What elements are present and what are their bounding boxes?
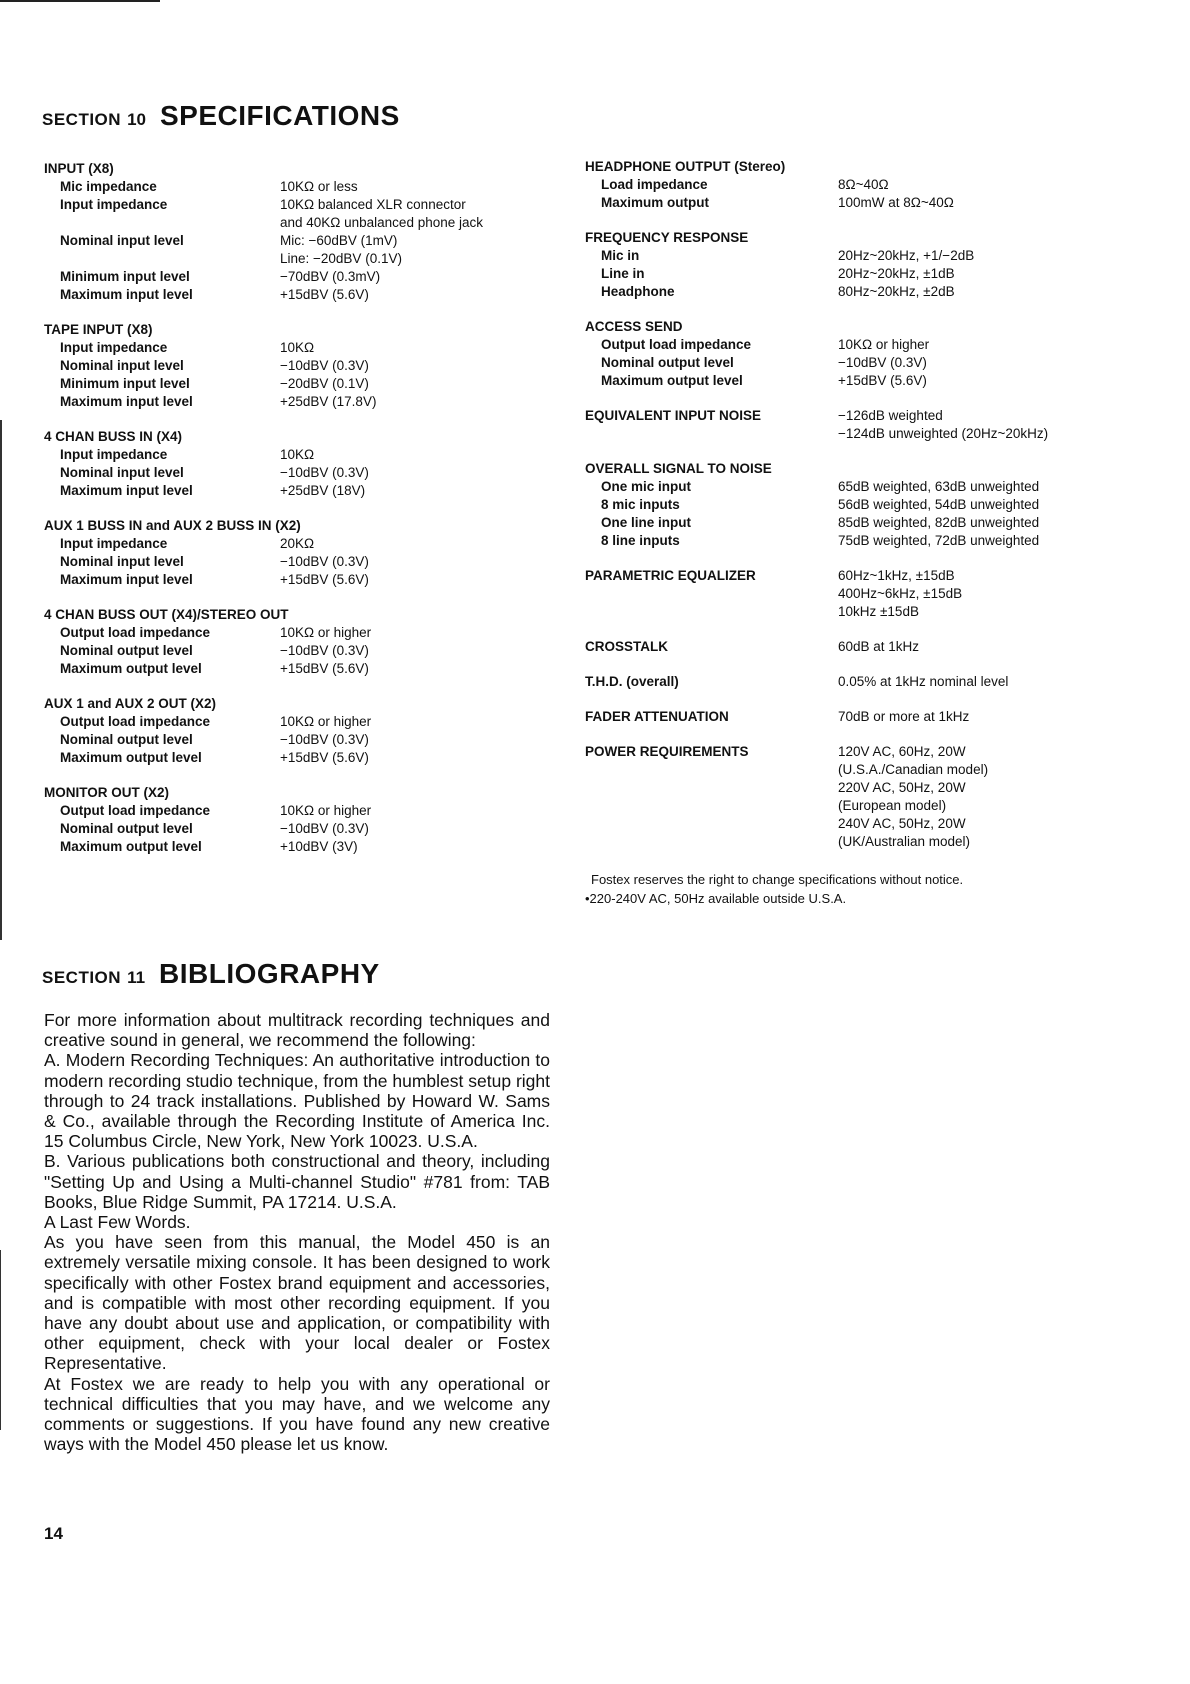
spec-value-line: 85dB weighted, 82dB unweighted	[838, 515, 1040, 530]
specs-right-column	[585, 158, 1145, 868]
spec-row	[585, 708, 1145, 726]
spec-group-header: FREQUENCY RESPONSE	[585, 230, 749, 245]
spec-value	[280, 482, 365, 500]
spec-value-line: 240V AC, 50Hz, 20W	[838, 816, 966, 831]
spec-value-line: −10dBV (0.3V)	[280, 358, 369, 373]
spec-row	[44, 838, 564, 856]
spec-label: Minimum input level	[60, 376, 190, 391]
spec-value-line: 60dB at 1kHz	[838, 639, 920, 654]
spec-value	[280, 357, 369, 375]
spec-value	[838, 372, 927, 390]
spec-group	[44, 428, 564, 500]
spec-notes	[585, 870, 963, 908]
paragraph: A Last Few Words.	[44, 1212, 191, 1233]
section-title: BIBLIOGRAPHY	[159, 958, 380, 989]
spec-label: Output load impedance	[60, 714, 211, 729]
spec-label: FADER ATTENUATION	[585, 709, 729, 724]
spec-row	[44, 196, 564, 232]
spec-label: Maximum output level	[60, 661, 202, 676]
spec-value-line: 10KΩ or less	[280, 179, 358, 194]
spec-label: Output load impedance	[60, 803, 211, 818]
spec-row	[585, 514, 1145, 532]
spec-value	[838, 176, 889, 194]
spec-label: One line input	[601, 515, 691, 530]
spec-value	[280, 393, 376, 411]
spec-label: Nominal input level	[60, 233, 184, 248]
spec-group	[44, 606, 564, 678]
spec-value-line: 400Hz~6kHz, ±15dB	[838, 586, 963, 601]
spec-row	[585, 265, 1145, 283]
spec-row	[44, 802, 564, 820]
spec-label: Maximum input level	[60, 483, 193, 498]
spec-label: Nominal output level	[60, 643, 193, 658]
spec-value-line: 20KΩ	[280, 536, 315, 551]
section-number: 10	[127, 110, 146, 129]
spec-row	[585, 567, 1145, 621]
spec-row	[585, 407, 1145, 443]
spec-group	[585, 708, 1145, 726]
spec-row	[44, 446, 564, 464]
spec-value	[838, 638, 919, 656]
spec-value-line: 10kHz ±15dB	[838, 604, 919, 619]
spec-group-header: INPUT (X8)	[44, 161, 114, 176]
spec-value	[280, 196, 483, 232]
spec-label: Input impedance	[60, 536, 168, 551]
spec-value-line: +15dBV (5.6V)	[280, 750, 369, 765]
spec-group	[585, 673, 1145, 691]
spec-value-line: 10KΩ balanced XLR connector	[280, 197, 466, 212]
spec-value	[280, 660, 369, 678]
spec-label: Minimum input level	[60, 269, 190, 284]
specs-left-column	[44, 160, 564, 873]
spec-label: Headphone	[601, 284, 675, 299]
spec-group	[44, 160, 564, 304]
spec-value-line: 10KΩ	[280, 340, 315, 355]
spec-value	[280, 802, 371, 820]
section-11-heading	[42, 958, 380, 990]
top-rule	[0, 0, 160, 2]
spec-row	[44, 553, 564, 571]
spec-value-line: 56dB weighted, 54dB unweighted	[838, 497, 1040, 512]
spec-value-line: (European model)	[838, 798, 947, 813]
spec-value-line: 60Hz~1kHz, ±15dB	[838, 568, 955, 583]
spec-value	[838, 283, 955, 301]
spec-label: Nominal input level	[60, 358, 184, 373]
spec-group-header: OVERALL SIGNAL TO NOISE	[585, 461, 772, 476]
spec-value	[838, 194, 954, 212]
spec-row	[44, 731, 564, 749]
spec-value	[838, 708, 969, 726]
spec-group-header: 4 CHAN BUSS OUT (X4)/STEREO OUT	[44, 607, 289, 622]
paragraph: As you have seen from this manual, the Model 450 is an extremely versatile mixing console. It has been designed to work specifically with other Fostex brand equipment and accessories, and is compatible with most other recording equipment. If you have any doubt about use and application, or compatibility with other equipment, check with your local dealer or Fostex Representative.	[44, 1232, 550, 1374]
spec-value	[280, 375, 369, 393]
spec-label: Input impedance	[60, 340, 168, 355]
spec-value-line: 0.05% at 1kHz nominal level	[838, 674, 1009, 689]
spec-row	[44, 482, 564, 500]
spec-value-line: 220V AC, 50Hz, 20W	[838, 780, 966, 795]
spec-row	[44, 713, 564, 731]
spec-value	[280, 749, 369, 767]
spec-value-line: +15dBV (5.6V)	[838, 373, 927, 388]
spec-label: EQUIVALENT INPUT NOISE	[585, 408, 762, 423]
spec-value-line: 70dB or more at 1kHz	[838, 709, 970, 724]
spec-value-line: +15dBV (5.6V)	[280, 287, 369, 302]
spec-group	[585, 638, 1145, 656]
spec-label: Nominal input level	[60, 465, 184, 480]
spec-value	[838, 532, 1039, 550]
spec-group	[585, 318, 1145, 390]
spec-value	[280, 731, 369, 749]
spec-value	[838, 514, 1039, 532]
spec-value-line: 10KΩ or higher	[280, 714, 372, 729]
spec-value	[280, 286, 369, 304]
spec-row	[44, 339, 564, 357]
spec-row	[44, 624, 564, 642]
spec-group	[585, 229, 1145, 301]
spec-row	[44, 642, 564, 660]
spec-value-line: 120V AC, 60Hz, 20W	[838, 744, 966, 759]
spec-group-header: TAPE INPUT (X8)	[44, 322, 153, 337]
spec-label: 8 mic inputs	[601, 497, 680, 512]
spec-value-line: 75dB weighted, 72dB unweighted	[838, 533, 1040, 548]
change-notice: Fostex reserves the right to change specifications without notice.	[591, 872, 964, 887]
spec-value	[838, 354, 927, 372]
spec-label: PARAMETRIC EQUALIZER	[585, 568, 756, 583]
spec-row	[585, 743, 1145, 851]
spec-value-line: +25dBV (17.8V)	[280, 394, 377, 409]
spec-label: Load impedance	[601, 177, 708, 192]
section-title: SPECIFICATIONS	[159, 100, 400, 131]
spec-group	[585, 407, 1145, 443]
spec-group-header: MONITOR OUT (X2)	[44, 785, 170, 800]
spec-value	[280, 553, 369, 571]
spec-value-line: −10dBV (0.3V)	[280, 732, 369, 747]
spec-value-line: (UK/Australian model)	[838, 834, 971, 849]
spec-label: Output load impedance	[601, 337, 752, 352]
spec-value	[838, 743, 988, 851]
spec-row	[585, 478, 1145, 496]
spec-value	[280, 624, 371, 642]
spec-value-line: −10dBV (0.3V)	[280, 643, 369, 658]
spec-label: Line in	[601, 266, 645, 281]
bibliography-text	[44, 1010, 550, 1454]
spec-value-line: −10dBV (0.3V)	[280, 465, 369, 480]
spec-value-line: 8Ω~40Ω	[838, 177, 889, 192]
spec-group	[44, 695, 564, 767]
spec-row	[44, 375, 564, 393]
spec-label: T.H.D. (overall)	[585, 674, 679, 689]
spec-value-line: and 40KΩ unbalanced phone jack	[280, 215, 484, 230]
spec-value-line: −124dB unweighted (20Hz~20kHz)	[838, 426, 1049, 441]
spec-value	[838, 265, 955, 283]
spec-value	[280, 820, 369, 838]
voltage-note: •220-240V AC, 50Hz available outside U.S.A.	[585, 891, 847, 906]
spec-label: CROSSTALK	[585, 639, 668, 654]
spec-value	[280, 339, 314, 357]
spec-value	[838, 478, 1039, 496]
spec-row	[585, 372, 1145, 390]
spec-row	[585, 194, 1145, 212]
spec-row	[44, 749, 564, 767]
spec-label: Nominal input level	[60, 554, 184, 569]
spec-value	[280, 232, 402, 268]
spec-value	[280, 178, 358, 196]
margin-rule	[0, 420, 2, 940]
spec-value-line: 10KΩ or higher	[280, 625, 372, 640]
spec-value	[280, 535, 314, 553]
spec-row	[585, 354, 1145, 372]
spec-value	[838, 673, 1008, 691]
spec-row	[44, 286, 564, 304]
section-label: SECTION	[42, 968, 122, 987]
section-label: SECTION	[42, 110, 122, 129]
paragraph: For more information about multitrack recording techniques and creative sound in general, we recommend the following:	[44, 1010, 550, 1051]
spec-value-line: 65dB weighted, 63dB unweighted	[838, 479, 1040, 494]
spec-value-line: −126dB weighted	[838, 408, 943, 423]
spec-value-line: −20dBV (0.1V)	[280, 376, 369, 391]
spec-label: Maximum input level	[60, 572, 193, 587]
spec-row	[44, 820, 564, 838]
spec-value-line: +10dBV (3V)	[280, 839, 358, 854]
spec-row	[585, 638, 1145, 656]
spec-value	[280, 446, 314, 464]
spec-value-line: −70dBV (0.3mV)	[280, 269, 381, 284]
spec-value-line: +15dBV (5.6V)	[280, 572, 369, 587]
spec-label: 8 line inputs	[601, 533, 680, 548]
spec-row	[585, 247, 1145, 265]
paragraph: B. Various publications both constructional and theory, including "Setting Up and Using a Multi-channel Studio" #781 from: TAB Books, Blue Ridge Summit, PA 17214. U.S.A.	[44, 1151, 550, 1212]
section-10-heading	[42, 100, 400, 132]
spec-value	[280, 838, 358, 856]
spec-value	[280, 642, 369, 660]
spec-value	[838, 247, 974, 265]
spec-value-line: −10dBV (0.3V)	[838, 355, 927, 370]
spec-label: Maximum output level	[60, 750, 202, 765]
spec-label: Mic in	[601, 248, 640, 263]
spec-row	[585, 673, 1145, 691]
spec-group-header: AUX 1 BUSS IN and AUX 2 BUSS IN (X2)	[44, 518, 301, 533]
spec-label: Input impedance	[60, 197, 168, 212]
spec-value-line: (U.S.A./Canadian model)	[838, 762, 989, 777]
spec-label: Maximum input level	[60, 287, 193, 302]
spec-label: Maximum output level	[601, 373, 743, 388]
page-number: 14	[44, 1524, 63, 1543]
spec-group	[585, 567, 1145, 621]
spec-group	[585, 158, 1145, 212]
spec-row	[44, 393, 564, 411]
spec-value-line: 10KΩ or higher	[838, 337, 930, 352]
spec-group	[585, 743, 1145, 851]
paragraph: A. Modern Recording Techniques: An authoritative introduction to modern recording studio technique, from the humblest setup right through to 24 track installations. Published by Howard W. Sams & Co., available through the Recording Institute of America Inc. 15 Columbus Circle, New York, New York 10023. U.S.A.	[44, 1050, 550, 1152]
spec-row	[44, 268, 564, 286]
spec-group-header: HEADPHONE OUTPUT (Stereo)	[585, 159, 786, 174]
spec-label: Nominal output level	[60, 821, 193, 836]
spec-row	[44, 571, 564, 589]
spec-group	[44, 784, 564, 856]
spec-label: Nominal output level	[60, 732, 193, 747]
spec-value-line: +25dBV (18V)	[280, 483, 366, 498]
spec-group	[44, 517, 564, 589]
paragraph: At Fostex we are ready to help you with any operational or technical difficulties that you may have, and we welcome any comments or suggestions. If you have found any new creative ways with the Model 450 please let us know.	[44, 1373, 550, 1455]
spec-value	[280, 713, 371, 731]
spec-label: POWER REQUIREMENTS	[585, 744, 749, 759]
spec-value-line: 100mW at 8Ω~40Ω	[838, 195, 954, 210]
spec-group-header: ACCESS SEND	[585, 319, 683, 334]
spec-label: Nominal output level	[601, 355, 734, 370]
spec-value	[838, 336, 929, 354]
spec-value	[280, 464, 369, 482]
spec-row	[585, 496, 1145, 514]
spec-label: Maximum output level	[60, 839, 202, 854]
spec-row	[585, 336, 1145, 354]
spec-group	[44, 321, 564, 411]
spec-value	[838, 567, 962, 621]
spec-value	[280, 268, 380, 286]
spec-value-line: 20Hz~20kHz, ±1dB	[838, 266, 955, 281]
spec-row	[44, 535, 564, 553]
spec-row	[44, 232, 564, 268]
spec-row	[44, 660, 564, 678]
spec-value-line: 20Hz~20kHz, +1/−2dB	[838, 248, 975, 263]
margin-rule	[0, 1250, 1, 1430]
spec-value-line: 10KΩ or higher	[280, 803, 372, 818]
spec-value-line: +15dBV (5.6V)	[280, 661, 369, 676]
spec-row	[585, 532, 1145, 550]
spec-group-header: AUX 1 and AUX 2 OUT (X2)	[44, 696, 217, 711]
spec-group-header: 4 CHAN BUSS IN (X4)	[44, 429, 183, 444]
spec-label: Maximum input level	[60, 394, 193, 409]
spec-label: Input impedance	[60, 447, 168, 462]
spec-row	[44, 464, 564, 482]
spec-group	[585, 460, 1145, 550]
spec-value-line: −10dBV (0.3V)	[280, 821, 369, 836]
spec-label: Mic impedance	[60, 179, 157, 194]
spec-value-line: Mic: −60dBV (1mV)	[280, 233, 398, 248]
spec-value-line: 80Hz~20kHz, ±2dB	[838, 284, 955, 299]
spec-label: One mic input	[601, 479, 692, 494]
spec-label: Maximum output	[601, 195, 709, 210]
spec-value	[280, 571, 369, 589]
spec-value-line: Line: −20dBV (0.1V)	[280, 251, 402, 266]
spec-value-line: −10dBV (0.3V)	[280, 554, 369, 569]
spec-row	[44, 357, 564, 375]
spec-value-line: 10KΩ	[280, 447, 315, 462]
section-number: 11	[127, 968, 146, 987]
spec-label: Output load impedance	[60, 625, 211, 640]
spec-row	[585, 176, 1145, 194]
spec-row	[585, 283, 1145, 301]
spec-row	[44, 178, 564, 196]
spec-value	[838, 407, 1048, 443]
spec-value	[838, 496, 1039, 514]
